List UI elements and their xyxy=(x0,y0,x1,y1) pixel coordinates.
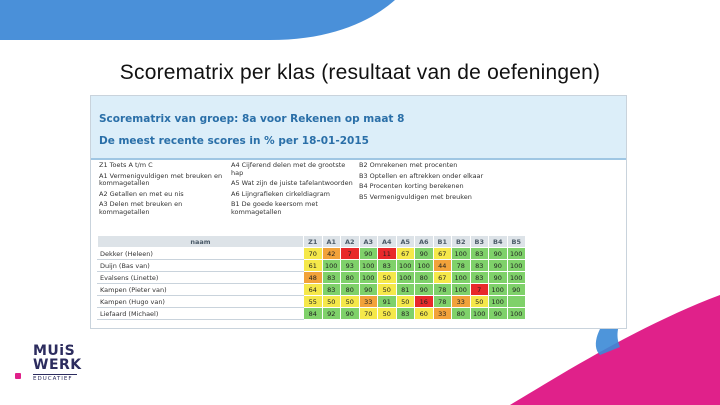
student-name[interactable]: Duijn (Bas van) xyxy=(98,260,304,272)
score-cell[interactable]: 67 xyxy=(433,272,452,284)
student-name[interactable]: Kampen (Pieter van) xyxy=(98,284,304,296)
score-cell[interactable]: 11 xyxy=(378,248,397,260)
score-cell[interactable]: 67 xyxy=(396,248,415,260)
legend-column-2 xyxy=(231,162,353,219)
scorematrix-subtitle: De meest recente scores in % per 18-01-2015 xyxy=(99,135,369,147)
score-cell[interactable]: 83 xyxy=(470,260,489,272)
score-cell[interactable]: 100 xyxy=(359,260,378,272)
score-cell[interactable]: 84 xyxy=(304,308,323,320)
score-cell[interactable]: 7 xyxy=(470,284,489,296)
score-cell[interactable]: 93 xyxy=(341,260,360,272)
score-cell[interactable]: 91 xyxy=(378,296,397,308)
muiswerk-logo xyxy=(33,344,93,394)
logo-line-3: EDUCATIEF xyxy=(33,374,77,382)
score-cell[interactable]: 83 xyxy=(378,260,397,272)
legend-item: B4 Procenten korting berekenen xyxy=(359,182,464,190)
legend-item: A3 Delen met breuken en kommagetallen xyxy=(99,200,183,216)
score-cell[interactable]: 33 xyxy=(359,296,378,308)
column-header-score[interactable]: A6 xyxy=(415,236,434,248)
score-cell[interactable]: 50 xyxy=(378,308,397,320)
score-cell[interactable]: 83 xyxy=(470,272,489,284)
score-cell[interactable]: 61 xyxy=(304,260,323,272)
score-cell[interactable]: 42 xyxy=(322,248,341,260)
score-cell[interactable]: 100 xyxy=(489,284,508,296)
slide-title: Scorematrix per klas (resultaat van de oefeningen) xyxy=(119,61,601,84)
column-header-score[interactable]: B3 xyxy=(470,236,489,248)
legend-item: B1 De goede keersom met kommagetallen xyxy=(231,200,318,216)
column-header-score[interactable]: A4 xyxy=(378,236,397,248)
column-header-score[interactable]: B2 xyxy=(452,236,471,248)
student-name[interactable]: Kampen (Hugo van) xyxy=(98,296,304,308)
logo-line-2: WERK xyxy=(33,357,82,373)
score-cell[interactable]: 80 xyxy=(341,284,360,296)
score-cell[interactable]: 50 xyxy=(396,296,415,308)
score-cell[interactable]: 100 xyxy=(359,272,378,284)
column-header-score[interactable]: A5 xyxy=(396,236,415,248)
column-header-score[interactable]: B5 xyxy=(507,236,526,248)
score-cell[interactable]: 33 xyxy=(452,296,471,308)
legend-column-3 xyxy=(359,162,509,204)
score-cell[interactable]: 70 xyxy=(304,248,323,260)
score-cell[interactable]: 7 xyxy=(341,248,360,260)
score-cell[interactable]: 90 xyxy=(489,272,508,284)
table-row[interactable] xyxy=(98,284,526,296)
table-row[interactable] xyxy=(98,296,526,308)
score-cell[interactable]: 100 xyxy=(489,296,508,308)
column-header-name[interactable]: naam xyxy=(98,236,304,248)
table-row[interactable] xyxy=(98,272,526,284)
score-table-header xyxy=(98,236,526,248)
score-cell[interactable]: 90 xyxy=(489,260,508,272)
score-cell[interactable]: 50 xyxy=(341,296,360,308)
score-cell[interactable]: 100 xyxy=(507,260,526,272)
score-cell[interactable]: 44 xyxy=(433,260,452,272)
student-name[interactable]: Dekker (Heleen) xyxy=(98,248,304,260)
logo-accent-square xyxy=(15,373,21,379)
scorematrix-screenshot xyxy=(90,95,627,329)
score-cell[interactable]: 90 xyxy=(489,308,508,320)
score-cell[interactable]: 100 xyxy=(322,260,341,272)
score-cell[interactable]: 100 xyxy=(452,272,471,284)
score-cell[interactable]: 67 xyxy=(433,248,452,260)
score-cell[interactable]: 83 xyxy=(322,272,341,284)
score-cell[interactable]: 100 xyxy=(452,284,471,296)
scorematrix-header xyxy=(91,96,626,160)
score-cell[interactable]: 50 xyxy=(378,284,397,296)
legend-item: B5 Vermenigvuldigen met breuken xyxy=(359,192,472,201)
score-cell[interactable]: 70 xyxy=(359,308,378,320)
student-name[interactable]: Evalsens (Linette) xyxy=(98,272,304,284)
top-decorative-shape xyxy=(0,0,400,40)
score-table xyxy=(97,235,526,320)
score-cell[interactable]: 50 xyxy=(322,296,341,308)
score-cell[interactable]: 90 xyxy=(415,284,434,296)
score-cell[interactable]: 80 xyxy=(452,308,471,320)
score-cell[interactable]: 80 xyxy=(341,272,360,284)
score-cell[interactable]: 81 xyxy=(396,284,415,296)
legend-item: B2 Omrekenen met procenten xyxy=(359,161,458,169)
table-row[interactable] xyxy=(98,248,526,260)
score-cell[interactable]: 100 xyxy=(507,308,526,320)
score-cell[interactable]: 55 xyxy=(304,296,323,308)
score-cell[interactable]: 100 xyxy=(507,248,526,260)
logo-line-1: MUiS xyxy=(33,343,76,359)
column-header-score[interactable]: B1 xyxy=(433,236,452,248)
legend-item: Z1 Toets A t/m C xyxy=(99,161,153,169)
score-cell[interactable]: 100 xyxy=(452,248,471,260)
score-cell[interactable]: 90 xyxy=(415,248,434,260)
legend-item: A6 Lijngrafieken cirkeldiagram xyxy=(231,189,331,198)
table-row[interactable] xyxy=(98,260,526,272)
score-cell[interactable]: 100 xyxy=(470,308,489,320)
scorematrix-title: Scorematrix van groep: 8a voor Rekenen op maat 8 xyxy=(99,113,405,125)
score-cell[interactable]: 100 xyxy=(415,260,434,272)
column-header-score[interactable]: B4 xyxy=(489,236,508,248)
legend-item: A2 Getallen en met eu nis xyxy=(99,189,184,198)
score-cell[interactable]: 78 xyxy=(433,296,452,308)
score-cell[interactable]: 33 xyxy=(433,308,452,320)
legend-item: A4 Cijferend delen met de grootste hap xyxy=(231,161,346,177)
score-cell[interactable]: 92 xyxy=(322,308,341,320)
score-cell[interactable]: 100 xyxy=(507,272,526,284)
score-cell[interactable]: 90 xyxy=(359,284,378,296)
column-header-score[interactable]: Z1 xyxy=(304,236,323,248)
score-cell[interactable]: 78 xyxy=(452,260,471,272)
column-header-score[interactable]: A3 xyxy=(359,236,378,248)
score-cell[interactable]: 83 xyxy=(322,284,341,296)
score-cell[interactable]: 50 xyxy=(378,272,397,284)
score-cell[interactable]: 90 xyxy=(341,308,360,320)
score-cell[interactable]: 90 xyxy=(489,248,508,260)
score-cell[interactable]: 90 xyxy=(507,284,526,296)
legend-item: A5 Wat zijn de juiste tafelantwoorden xyxy=(231,179,353,187)
score-cell[interactable]: 83 xyxy=(396,308,415,320)
exercise-legend xyxy=(97,162,625,232)
legend-column-1 xyxy=(99,162,227,219)
score-cell[interactable]: 64 xyxy=(304,284,323,296)
legend-item: A1 Vermenigvuldigen met breuken en kommagetallen xyxy=(99,171,223,187)
score-cell[interactable]: 48 xyxy=(304,272,323,284)
score-cell[interactable]: 83 xyxy=(470,248,489,260)
legend-item: B3 Optellen en aftrekken onder elkaar xyxy=(359,171,484,180)
score-cell[interactable]: 100 xyxy=(396,260,415,272)
score-cell[interactable]: 78 xyxy=(433,284,452,296)
column-header-score[interactable]: A2 xyxy=(341,236,360,248)
score-cell[interactable]: 90 xyxy=(359,248,378,260)
student-name[interactable]: Liefaard (Michael) xyxy=(98,308,304,320)
score-cell[interactable]: 50 xyxy=(470,296,489,308)
column-header-score[interactable]: A1 xyxy=(322,236,341,248)
score-cell[interactable]: 60 xyxy=(415,308,434,320)
score-cell[interactable]: 16 xyxy=(415,296,434,308)
score-cell[interactable] xyxy=(507,296,526,308)
table-row[interactable] xyxy=(98,308,526,320)
score-cell[interactable]: 80 xyxy=(415,272,434,284)
score-cell[interactable]: 100 xyxy=(396,272,415,284)
